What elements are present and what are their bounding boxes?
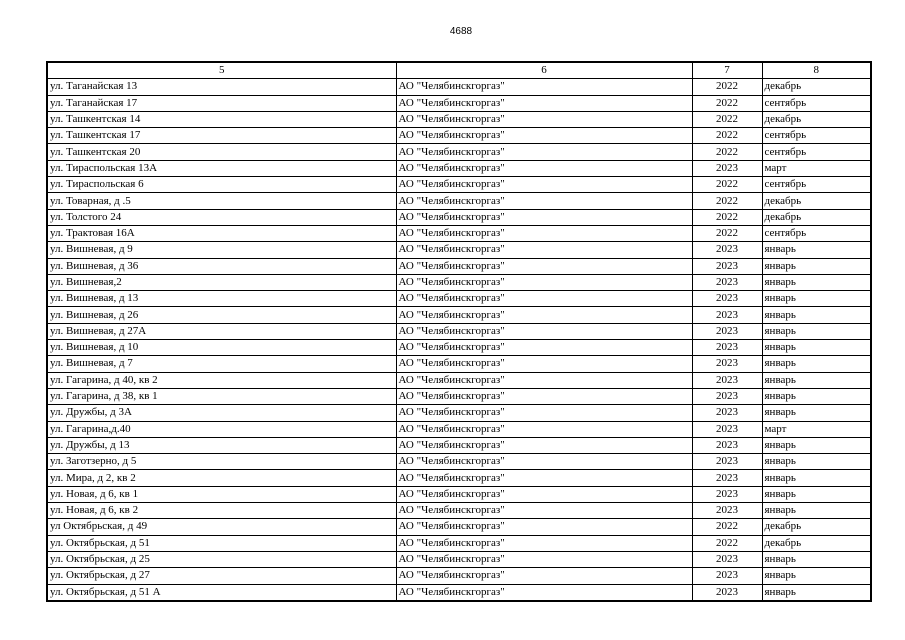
table-row — [47, 274, 871, 290]
table-row — [47, 95, 871, 111]
table-row — [47, 421, 871, 437]
address-cell: ул. Толстого 24 — [47, 209, 396, 225]
header-col-5: 5 — [47, 62, 396, 79]
header-col-8: 8 — [762, 62, 871, 79]
year-cell: 2022 — [692, 225, 762, 241]
year-cell: 2022 — [692, 95, 762, 111]
address-cell: ул. Гагарина,д.40 — [47, 421, 396, 437]
month-cell: январь — [762, 584, 871, 601]
month-cell: январь — [762, 503, 871, 519]
month-cell: январь — [762, 568, 871, 584]
address-cell: ул. Заготзерно, д 5 — [47, 454, 396, 470]
table-row — [47, 242, 871, 258]
table-row — [47, 323, 871, 339]
address-cell: ул. Октябрьская, д 51 А — [47, 584, 396, 601]
organization-cell: АО "Челябинскгоргаз" — [396, 486, 692, 502]
table-row — [47, 535, 871, 551]
table-row — [47, 258, 871, 274]
month-cell: январь — [762, 307, 871, 323]
organization-cell: АО "Челябинскгоргаз" — [396, 519, 692, 535]
year-cell: 2022 — [692, 144, 762, 160]
organization-cell: АО "Челябинскгоргаз" — [396, 79, 692, 95]
address-cell: ул Октябрьская, д 49 — [47, 519, 396, 535]
month-cell: декабрь — [762, 519, 871, 535]
table-row — [47, 79, 871, 95]
table-row — [47, 568, 871, 584]
organization-cell: АО "Челябинскгоргаз" — [396, 160, 692, 176]
organization-cell: АО "Челябинскгоргаз" — [396, 177, 692, 193]
table-row — [47, 307, 871, 323]
year-cell: 2023 — [692, 388, 762, 404]
address-cell: ул. Тираспольская 13А — [47, 160, 396, 176]
month-cell: январь — [762, 486, 871, 502]
table-row — [47, 405, 871, 421]
year-cell: 2023 — [692, 503, 762, 519]
month-cell: январь — [762, 242, 871, 258]
table-row — [47, 193, 871, 209]
address-cell: ул. Тираспольская 6 — [47, 177, 396, 193]
month-cell: декабрь — [762, 209, 871, 225]
year-cell: 2022 — [692, 193, 762, 209]
address-cell: ул. Вишневая, д 10 — [47, 340, 396, 356]
organization-cell: АО "Челябинскгоргаз" — [396, 242, 692, 258]
header-row — [47, 62, 871, 79]
address-cell: ул. Новая, д 6, кв 2 — [47, 503, 396, 519]
month-cell: сентябрь — [762, 95, 871, 111]
address-cell: ул. Вишневая, д 26 — [47, 307, 396, 323]
address-cell: ул. Вишневая, д 36 — [47, 258, 396, 274]
address-cell: ул. Новая, д 6, кв 1 — [47, 486, 396, 502]
organization-cell: АО "Челябинскгоргаз" — [396, 470, 692, 486]
month-cell: декабрь — [762, 193, 871, 209]
organization-cell: АО "Челябинскгоргаз" — [396, 209, 692, 225]
month-cell: январь — [762, 372, 871, 388]
year-cell: 2023 — [692, 307, 762, 323]
table-row — [47, 128, 871, 144]
year-cell: 2023 — [692, 454, 762, 470]
year-cell: 2023 — [692, 405, 762, 421]
year-cell: 2023 — [692, 470, 762, 486]
organization-cell: АО "Челябинскгоргаз" — [396, 503, 692, 519]
address-cell: ул. Ташкентская 14 — [47, 111, 396, 127]
organization-cell: АО "Челябинскгоргаз" — [396, 340, 692, 356]
month-cell: январь — [762, 388, 871, 404]
month-cell: январь — [762, 323, 871, 339]
table-row — [47, 503, 871, 519]
table-row — [47, 437, 871, 453]
month-cell: январь — [762, 405, 871, 421]
address-cell: ул. Вишневая,2 — [47, 274, 396, 290]
organization-cell: АО "Челябинскгоргаз" — [396, 372, 692, 388]
month-cell: сентябрь — [762, 128, 871, 144]
year-cell: 2023 — [692, 242, 762, 258]
address-cell: ул. Таганайская 13 — [47, 79, 396, 95]
organization-cell: АО "Челябинскгоргаз" — [396, 225, 692, 241]
year-cell: 2022 — [692, 535, 762, 551]
address-cell: ул. Вишневая, д 13 — [47, 291, 396, 307]
month-cell: сентябрь — [762, 177, 871, 193]
organization-cell: АО "Челябинскгоргаз" — [396, 144, 692, 160]
year-cell: 2022 — [692, 128, 762, 144]
month-cell: январь — [762, 340, 871, 356]
address-cell: ул. Октябрьская, д 25 — [47, 551, 396, 567]
year-cell: 2023 — [692, 372, 762, 388]
year-cell: 2023 — [692, 356, 762, 372]
table-row — [47, 470, 871, 486]
month-cell: март — [762, 421, 871, 437]
address-cell: ул. Дружбы, д 3А — [47, 405, 396, 421]
table-row — [47, 372, 871, 388]
month-cell: декабрь — [762, 535, 871, 551]
year-cell: 2023 — [692, 160, 762, 176]
month-cell: январь — [762, 551, 871, 567]
organization-cell: АО "Челябинскгоргаз" — [396, 95, 692, 111]
address-cell: ул. Октябрьская, д 27 — [47, 568, 396, 584]
organization-cell: АО "Челябинскгоргаз" — [396, 437, 692, 453]
table-row — [47, 551, 871, 567]
table-body — [47, 79, 871, 601]
organization-cell: АО "Челябинскгоргаз" — [396, 535, 692, 551]
year-cell: 2022 — [692, 111, 762, 127]
month-cell: январь — [762, 437, 871, 453]
month-cell: январь — [762, 356, 871, 372]
month-cell: сентябрь — [762, 225, 871, 241]
organization-cell: АО "Челябинскгоргаз" — [396, 584, 692, 601]
year-cell: 2023 — [692, 291, 762, 307]
address-cell: ул. Октябрьская, д 51 — [47, 535, 396, 551]
month-cell: январь — [762, 258, 871, 274]
organization-cell: АО "Челябинскгоргаз" — [396, 307, 692, 323]
address-cell: ул. Дружбы, д 13 — [47, 437, 396, 453]
address-cell: ул. Гагарина, д 38, кв 1 — [47, 388, 396, 404]
year-cell: 2023 — [692, 568, 762, 584]
address-cell: ул. Вишневая, д 27А — [47, 323, 396, 339]
organization-cell: АО "Челябинскгоргаз" — [396, 405, 692, 421]
organization-cell: АО "Челябинскгоргаз" — [396, 551, 692, 567]
address-cell: ул. Вишневая, д 7 — [47, 356, 396, 372]
year-cell: 2023 — [692, 551, 762, 567]
table-row — [47, 144, 871, 160]
address-cell: ул. Мира, д 2, кв 2 — [47, 470, 396, 486]
table-row — [47, 340, 871, 356]
address-cell: ул. Ташкентская 17 — [47, 128, 396, 144]
month-cell: март — [762, 160, 871, 176]
table-row — [47, 454, 871, 470]
month-cell: сентябрь — [762, 144, 871, 160]
table-row — [47, 519, 871, 535]
table-row — [47, 225, 871, 241]
year-cell: 2023 — [692, 421, 762, 437]
year-cell: 2023 — [692, 486, 762, 502]
address-cell: ул. Таганайская 17 — [47, 95, 396, 111]
year-cell: 2023 — [692, 340, 762, 356]
year-cell: 2023 — [692, 258, 762, 274]
table-row — [47, 486, 871, 502]
organization-cell: АО "Челябинскгоргаз" — [396, 323, 692, 339]
month-cell: январь — [762, 470, 871, 486]
address-cell: ул. Вишневая, д 9 — [47, 242, 396, 258]
organization-cell: АО "Челябинскгоргаз" — [396, 388, 692, 404]
address-cell: ул. Гагарина, д 40, кв 2 — [47, 372, 396, 388]
table-row — [47, 160, 871, 176]
year-cell: 2022 — [692, 519, 762, 535]
table-row — [47, 177, 871, 193]
address-cell: ул. Ташкентская 20 — [47, 144, 396, 160]
organization-cell: АО "Челябинскгоргаз" — [396, 568, 692, 584]
month-cell: декабрь — [762, 79, 871, 95]
table-row — [47, 111, 871, 127]
page-number: 4688 — [449, 26, 473, 37]
organization-cell: АО "Челябинскгоргаз" — [396, 258, 692, 274]
year-cell: 2023 — [692, 584, 762, 601]
gas-works-table — [46, 61, 872, 602]
month-cell: декабрь — [762, 111, 871, 127]
address-cell: ул. Трактовая 16А — [47, 225, 396, 241]
table-row — [47, 584, 871, 601]
table-row — [47, 356, 871, 372]
year-cell: 2022 — [692, 209, 762, 225]
year-cell: 2023 — [692, 437, 762, 453]
table-row — [47, 291, 871, 307]
organization-cell: АО "Челябинскгоргаз" — [396, 356, 692, 372]
address-cell: ул. Товарная, д .5 — [47, 193, 396, 209]
year-cell: 2022 — [692, 79, 762, 95]
table-row — [47, 209, 871, 225]
year-cell: 2022 — [692, 177, 762, 193]
month-cell: январь — [762, 291, 871, 307]
organization-cell: АО "Челябинскгоргаз" — [396, 111, 692, 127]
year-cell: 2023 — [692, 274, 762, 290]
month-cell: январь — [762, 274, 871, 290]
year-cell: 2023 — [692, 323, 762, 339]
organization-cell: АО "Челябинскгоргаз" — [396, 421, 692, 437]
organization-cell: АО "Челябинскгоргаз" — [396, 454, 692, 470]
table-header — [47, 62, 871, 79]
organization-cell: АО "Челябинскгоргаз" — [396, 291, 692, 307]
header-col-7: 7 — [692, 62, 762, 79]
organization-cell: АО "Челябинскгоргаз" — [396, 128, 692, 144]
organization-cell: АО "Челябинскгоргаз" — [396, 274, 692, 290]
header-col-6: 6 — [396, 62, 692, 79]
table-row — [47, 388, 871, 404]
organization-cell: АО "Челябинскгоргаз" — [396, 193, 692, 209]
month-cell: январь — [762, 454, 871, 470]
